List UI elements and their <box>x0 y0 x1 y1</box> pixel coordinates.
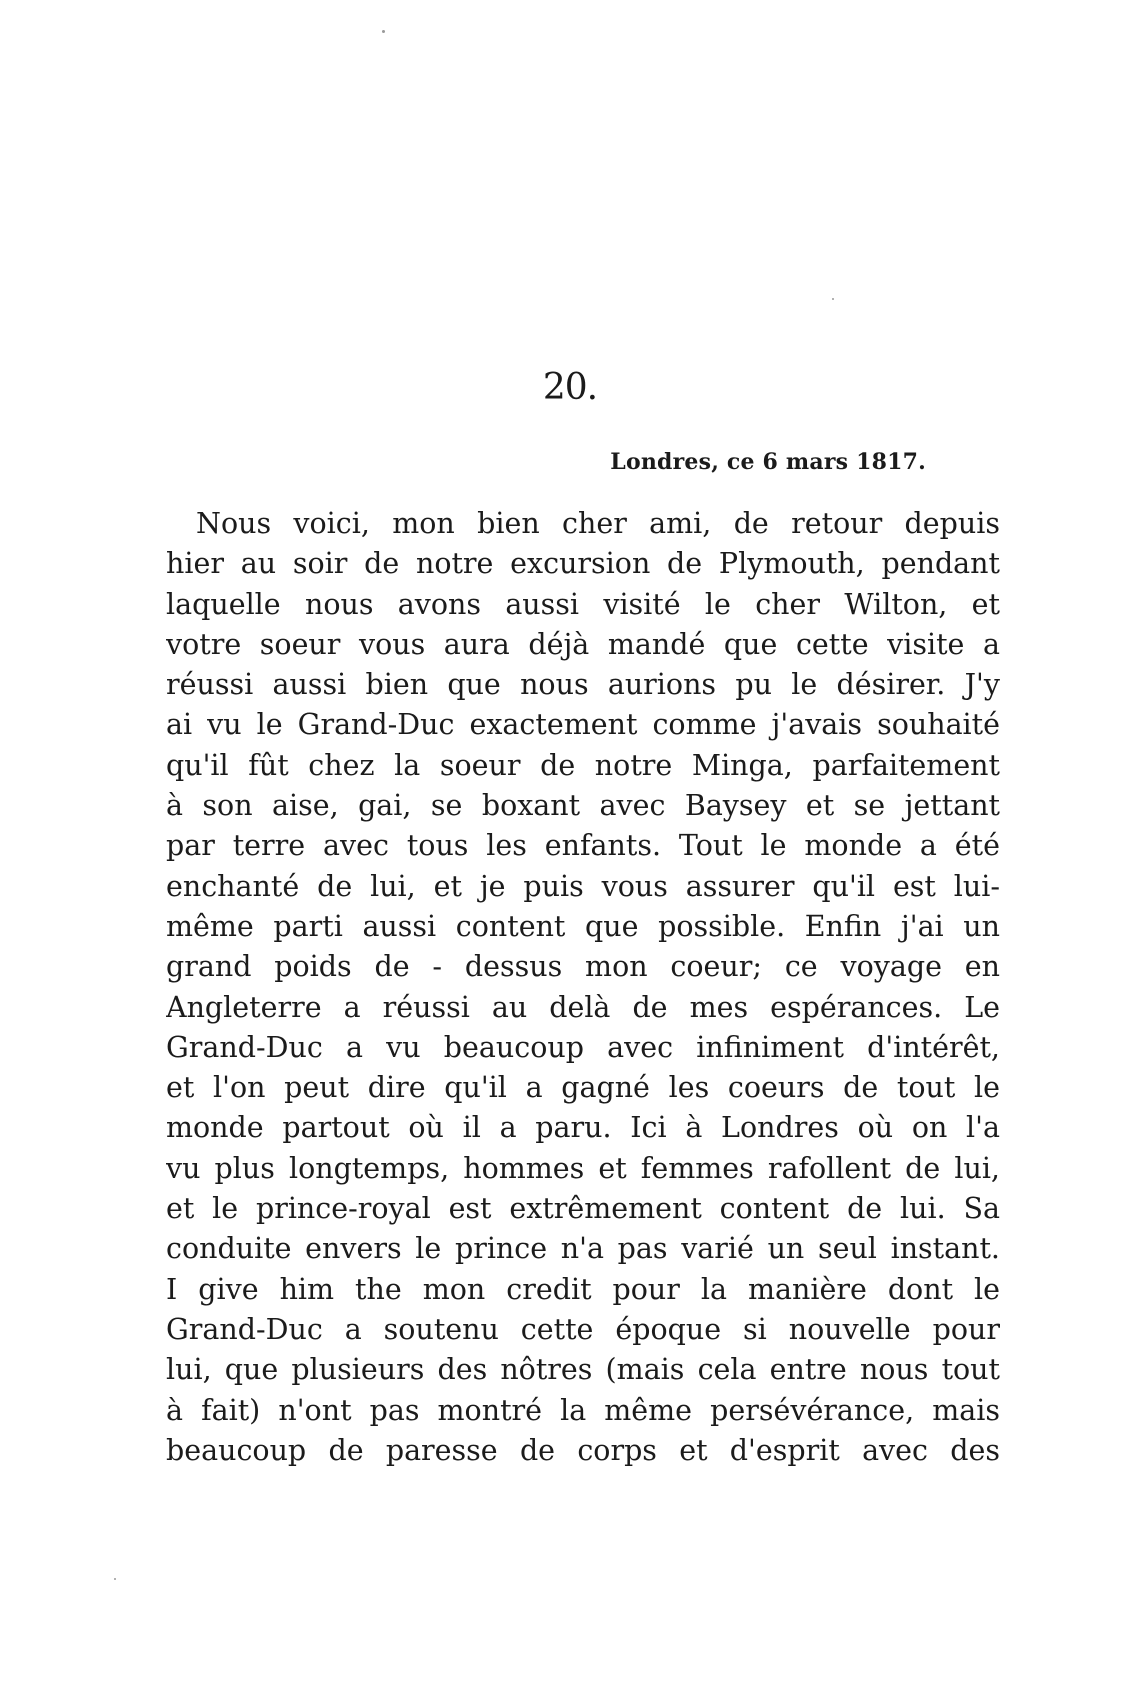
text-line: et l'on peut dire qu'il a gagné les coeurs de tout le <box>166 1071 1000 1105</box>
text-line: Grand-Duc a soutenu cette époque si nouvelle pour <box>166 1312 1000 1346</box>
text-line: vu plus longtemps, hommes et femmes rafollent de lui, <box>166 1151 1000 1185</box>
paper-speck <box>832 298 834 300</box>
text-line: à fait) n'ont pas montré la même persévérance, mais <box>166 1393 1000 1427</box>
text-line: à son aise, gai, se boxant avec Baysey et se jettant <box>166 789 1000 823</box>
text-line: votre soeur vous aura déjà mandé que cette visite a <box>166 627 1000 661</box>
text-line: Grand-Duc a vu beaucoup avec infiniment d'intérêt, <box>166 1030 1000 1064</box>
text-line: Angleterre a réussi au delà de mes espérances. Le <box>166 990 1000 1024</box>
text-line: monde partout où il a paru. Ici à Londres où on l'a <box>166 1111 1000 1145</box>
text-line: par terre avec tous les enfants. Tout le monde a été <box>166 829 1000 863</box>
letter-body <box>166 504 1000 1471</box>
text-line: enchanté de lui, et je puis vous assurer qu'il est lui- <box>166 869 1000 903</box>
letter-number: 20. <box>542 367 598 408</box>
paper-speck <box>114 1578 116 1580</box>
text-line: ai vu le Grand-Duc exactement comme j'avais souhaité <box>166 708 1000 742</box>
text-line: même parti aussi content que possible. Enfin j'ai un <box>166 909 1000 943</box>
text-line: grand poids de - dessus mon coeur; ce voyage en <box>166 950 1000 984</box>
text-line: Nous voici, mon bien cher ami, de retour depuis <box>196 507 1000 540</box>
text-line: beaucoup de paresse de corps et d'esprit avec des <box>166 1433 1000 1467</box>
text-line: et le prince-royal est extrêmement content de lui. Sa <box>166 1192 1000 1226</box>
text-line: réussi aussi bien que nous aurions pu le désirer. J'y <box>166 668 1000 702</box>
text-line: lui, que plusieurs des nôtres (mais cela entre nous tout <box>166 1353 1000 1387</box>
text-line: laquelle nous avons aussi visité le cher Wilton, et <box>166 587 1000 621</box>
text-line: I give him the mon credit pour la manière dont le <box>166 1272 1000 1306</box>
text-line: conduite envers le prince n'a pas varié un seul instant. <box>166 1232 1000 1266</box>
text-line: hier au soir de notre excursion de Plymouth, pendant <box>166 547 1000 581</box>
text-line: qu'il fût chez la soeur de notre Minga, parfaitement <box>166 748 1000 782</box>
dateline: Londres, ce 6 mars 1817. <box>610 449 926 475</box>
paper-speck <box>382 30 385 33</box>
